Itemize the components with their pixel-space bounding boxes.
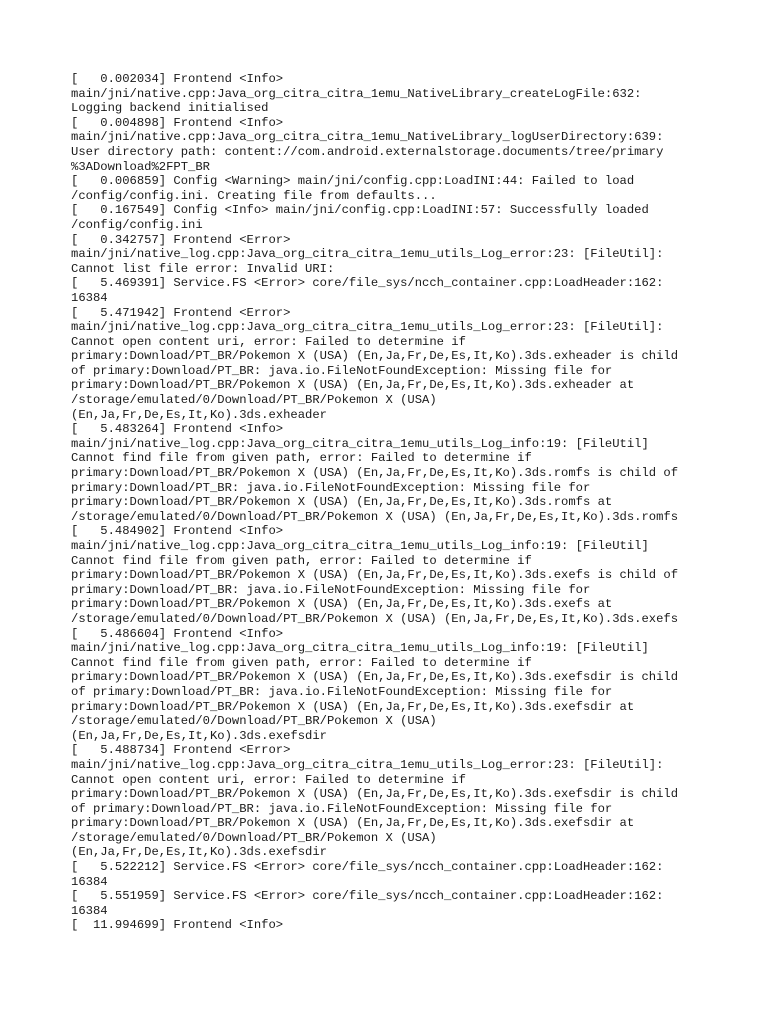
- log-line: [ 5.469391] Service.FS <Error> core/file_sys/ncch_container.cpp:LoadHeader:162:: [71, 276, 664, 291]
- log-line: primary:Download/PT_BR/Pokemon X (USA) (En,Ja,Fr,De,Es,It,Ko).3ds.exefsdir at: [71, 816, 635, 831]
- log-line: main/jni/native_log.cpp:Java_org_citra_citra_1emu_utils_Log_error:23: [FileUtil]:: [71, 247, 664, 262]
- log-line: of primary:Download/PT_BR: java.io.FileNotFoundException: Missing file for: [71, 684, 613, 699]
- log-line: main/jni/native.cpp:Java_org_citra_citra_1emu_NativeLibrary_createLogFile:632:: [71, 86, 642, 101]
- log-line: Cannot open content uri, error: Failed to determine if: [71, 772, 466, 787]
- log-line: [ 5.483264] Frontend <Info>: [71, 422, 284, 437]
- log-line: [ 5.551959] Service.FS <Error> core/file_sys/ncch_container.cpp:LoadHeader:162:: [71, 889, 664, 904]
- log-line: of primary:Download/PT_BR: java.io.FileNotFoundException: Missing file for: [71, 801, 613, 816]
- log-line: Cannot list file error: Invalid URI:: [71, 261, 335, 276]
- log-line: [ 0.342757] Frontend <Error>: [71, 232, 291, 247]
- log-line: [ 0.006859] Config <Warning> main/jni/config.cpp:LoadINI:44: Failed to load: [71, 174, 635, 189]
- log-line: /storage/emulated/0/Download/PT_BR/Pokemon X (USA) (En,Ja,Fr,De,Es,It,Ko).3ds.romfs: [71, 509, 679, 524]
- log-line: [ 5.471942] Frontend <Error>: [71, 305, 291, 320]
- log-line: primary:Download/PT_BR: java.io.FileNotFoundException: Missing file for: [71, 582, 591, 597]
- log-line: primary:Download/PT_BR/Pokemon X (USA) (En,Ja,Fr,De,Es,It,Ko).3ds.exefsdir at: [71, 699, 635, 714]
- log-line: /config/config.ini. Creating file from defaults...: [71, 188, 437, 203]
- log-line: Cannot find file from given path, error: Failed to determine if: [71, 655, 532, 670]
- log-line: of primary:Download/PT_BR: java.io.FileNotFoundException: Missing file for: [71, 363, 613, 378]
- log-line: Cannot find file from given path, error: Failed to determine if: [71, 553, 532, 568]
- log-line: /storage/emulated/0/Download/PT_BR/Pokemon X (USA): [71, 393, 437, 408]
- log-line: primary:Download/PT_BR/Pokemon X (USA) (En,Ja,Fr,De,Es,It,Ko).3ds.exheader at: [71, 378, 635, 393]
- log-line: /config/config.ini: [71, 217, 203, 232]
- log-line: Cannot find file from given path, error: Failed to determine if: [71, 451, 532, 466]
- log-line: [ 5.488734] Frontend <Error>: [71, 743, 291, 758]
- log-line: primary:Download/PT_BR/Pokemon X (USA) (En,Ja,Fr,De,Es,It,Ko).3ds.exefsdir is child: [71, 670, 679, 685]
- log-line: primary:Download/PT_BR/Pokemon X (USA) (En,Ja,Fr,De,Es,It,Ko).3ds.exefs is child of: [71, 568, 679, 583]
- log-line: main/jni/native_log.cpp:Java_org_citra_citra_1emu_utils_Log_info:19: [FileUtil]: [71, 436, 649, 451]
- log-line: primary:Download/PT_BR/Pokemon X (USA) (En,Ja,Fr,De,Es,It,Ko).3ds.exefsdir is child: [71, 787, 679, 802]
- log-line: main/jni/native_log.cpp:Java_org_citra_citra_1emu_utils_Log_info:19: [FileUtil]: [71, 539, 649, 553]
- log-line: primary:Download/PT_BR: java.io.FileNotFoundException: Missing file for: [71, 480, 591, 495]
- log-line: [ 0.167549] Config <Info> main/jni/config.cpp:LoadINI:57: Successfully loaded: [71, 203, 649, 218]
- log-line: (En,Ja,Fr,De,Es,It,Ko).3ds.exheader: [71, 407, 327, 422]
- log-line: [ 0.002034] Frontend <Info>: [71, 72, 284, 86]
- log-line: 16384: [71, 874, 108, 889]
- log-text-block: [71, 72, 761, 933]
- log-line: Cannot open content uri, error: Failed to determine if: [71, 334, 466, 349]
- log-line: User directory path: content://com.android.externalstorage.documents/tree/primary: [71, 144, 664, 159]
- log-line: /storage/emulated/0/Download/PT_BR/Pokemon X (USA) (En,Ja,Fr,De,Es,It,Ko).3ds.exefs: [71, 611, 679, 626]
- log-line: primary:Download/PT_BR/Pokemon X (USA) (En,Ja,Fr,De,Es,It,Ko).3ds.romfs is child of: [71, 466, 679, 481]
- log-line: [ 5.484902] Frontend <Info>: [71, 524, 284, 539]
- log-line: /storage/emulated/0/Download/PT_BR/Pokemon X (USA): [71, 714, 437, 729]
- log-line: main/jni/native_log.cpp:Java_org_citra_citra_1emu_utils_Log_info:19: [FileUtil]: [71, 641, 649, 656]
- log-line: 16384: [71, 903, 108, 918]
- log-line: main/jni/native_log.cpp:Java_org_citra_citra_1emu_utils_Log_error:23: [FileUtil]:: [71, 757, 664, 772]
- log-line: (En,Ja,Fr,De,Es,It,Ko).3ds.exefsdir: [71, 845, 327, 860]
- log-line: [ 0.004898] Frontend <Info>: [71, 115, 284, 130]
- log-line: main/jni/native_log.cpp:Java_org_citra_citra_1emu_utils_Log_error:23: [FileUtil]:: [71, 320, 664, 335]
- log-line: [ 5.522212] Service.FS <Error> core/file_sys/ncch_container.cpp:LoadHeader:162:: [71, 860, 664, 875]
- log-line: 16384: [71, 290, 108, 305]
- log-line: /storage/emulated/0/Download/PT_BR/Pokemon X (USA): [71, 830, 437, 845]
- log-line: (En,Ja,Fr,De,Es,It,Ko).3ds.exefsdir: [71, 728, 327, 743]
- log-line: primary:Download/PT_BR/Pokemon X (USA) (En,Ja,Fr,De,Es,It,Ko).3ds.romfs at: [71, 495, 613, 510]
- log-line: primary:Download/PT_BR/Pokemon X (USA) (En,Ja,Fr,De,Es,It,Ko).3ds.exefs at: [71, 597, 613, 612]
- log-line: Logging backend initialised: [71, 101, 269, 116]
- log-line: primary:Download/PT_BR/Pokemon X (USA) (En,Ja,Fr,De,Es,It,Ko).3ds.exheader is child: [71, 349, 679, 364]
- log-line: [ 11.994699] Frontend <Info>: [71, 918, 284, 933]
- log-line: %3ADownload%2FPT_BR: [71, 159, 210, 174]
- log-line: [ 5.486604] Frontend <Info>: [71, 626, 284, 641]
- log-line: main/jni/native.cpp:Java_org_citra_citra_1emu_NativeLibrary_logUserDirectory:639:: [71, 130, 664, 145]
